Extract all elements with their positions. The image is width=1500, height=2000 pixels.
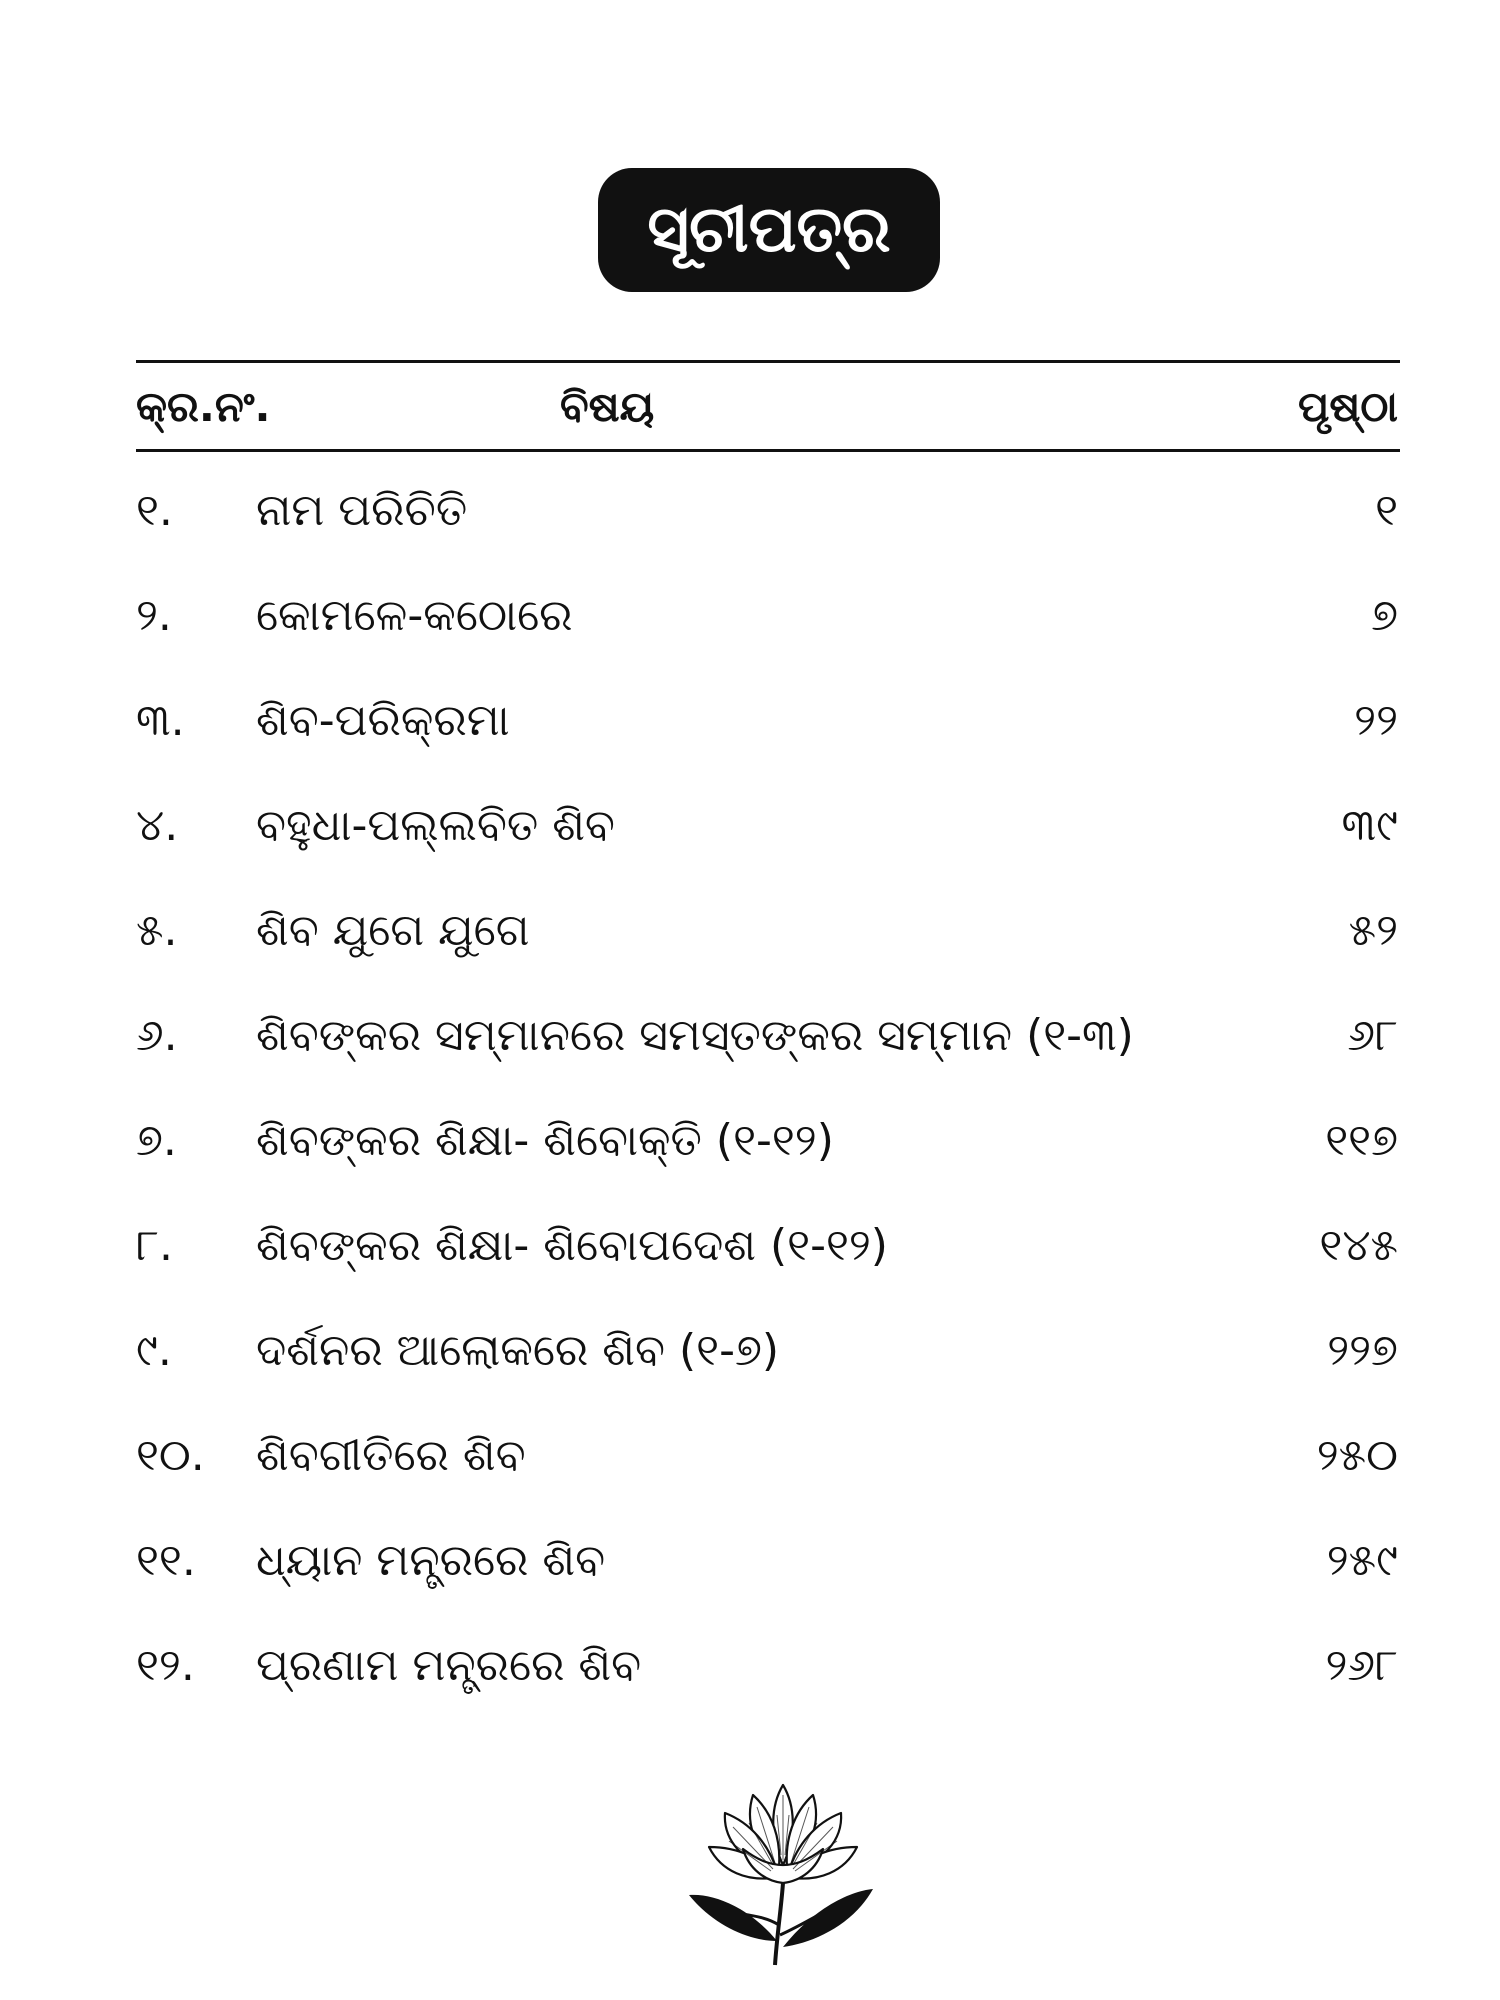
row-number: ୧୦. [136,1430,205,1481]
row-subject: ଦର୍ଶନର ଆଲୋକରେ ଶିବ (୧-୭) [256,1325,780,1376]
row-subject: ଶିବଙ୍କର ସମ୍ମାନରେ ସମସ୍ତଙ୍କର ସମ୍ମାନ (୧-୩) [256,1010,1134,1061]
row-number: ୮. [136,1220,173,1271]
row-subject: ବହୁଧା-ପଲ୍ଲବିତ ଶିବ [256,800,615,851]
lotus-icon [683,1765,883,1970]
contents-row [0,686,1500,791]
row-subject: ଶିବ-ପରିକ୍ରମା [256,695,510,746]
contents-row [0,896,1500,1001]
row-subject: ଶିବଙ୍କର ଶିକ୍ଷା- ଶିବୋକ୍ତି (୧-୧୨) [256,1115,834,1166]
contents-row [0,1631,1500,1736]
row-number: ୫. [136,905,178,956]
row-subject: ଶିବ ଯୁଗେ ଯୁଗେ [256,905,530,956]
row-page: ୨୨ [1354,695,1398,746]
contents-row [0,1421,1500,1526]
row-page: ୧୧୭ [1325,1115,1398,1166]
header-subject: ବିଷୟ [560,382,655,431]
row-page: ୧ [1375,485,1398,536]
row-page: ୬୮ [1347,1010,1398,1061]
row-subject: କୋମଳେ-କଠୋରେ [256,590,573,641]
contents-row [0,1106,1500,1211]
page-title: ସୂଚୀପତ୍ର [647,193,891,267]
row-number: ୩. [136,695,185,746]
row-page: ୨୨୭ [1327,1325,1398,1376]
row-page: ୩୯ [1341,800,1398,851]
row-number: ୨. [136,590,172,641]
row-number: ୬. [136,1010,178,1061]
header-rule-bottom [136,449,1400,452]
row-page: ୨୫୯ [1326,1535,1398,1586]
header-rule-top [136,360,1400,363]
row-subject: ଧ୍ୟାନ ମନ୍ତ୍ରରେ ଶିବ [256,1535,606,1586]
row-subject: ଶିବଙ୍କର ଶିକ୍ଷା- ଶିବୋପଦେଶ (୧-୧୨) [256,1220,888,1271]
row-subject: ପ୍ରଣାମ ମନ୍ତ୍ରରେ ଶିବ [256,1640,642,1691]
row-page: ୭ [1371,590,1398,641]
row-number: ୧୨. [136,1640,195,1691]
row-number: ୯. [136,1325,172,1376]
row-page: ୨୬୮ [1325,1640,1398,1691]
row-page: ୨୫୦ [1316,1430,1398,1481]
header-page: ପୃଷ୍ଠା [1297,382,1398,431]
header-number: କ୍ର.ନଂ. [136,382,271,431]
contents-row [0,581,1500,686]
contents-list [0,476,1500,1736]
contents-row [0,1316,1500,1421]
contents-row [0,791,1500,896]
page-title-box [598,168,940,292]
contents-row [0,476,1500,581]
contents-row [0,1211,1500,1316]
row-number: ୧. [136,485,173,536]
row-number: ୧୧. [136,1535,196,1586]
row-page: ୧୪୫ [1319,1220,1398,1271]
row-number: ୪. [136,800,179,851]
row-number: ୭. [136,1115,177,1166]
row-page: ୫୨ [1348,905,1398,956]
contents-row [0,1001,1500,1106]
row-subject: ଶିବଗୀତିରେ ଶିବ [256,1430,526,1481]
contents-row [0,1526,1500,1631]
row-subject: ନାମ ପରିଚିତି [256,485,468,536]
